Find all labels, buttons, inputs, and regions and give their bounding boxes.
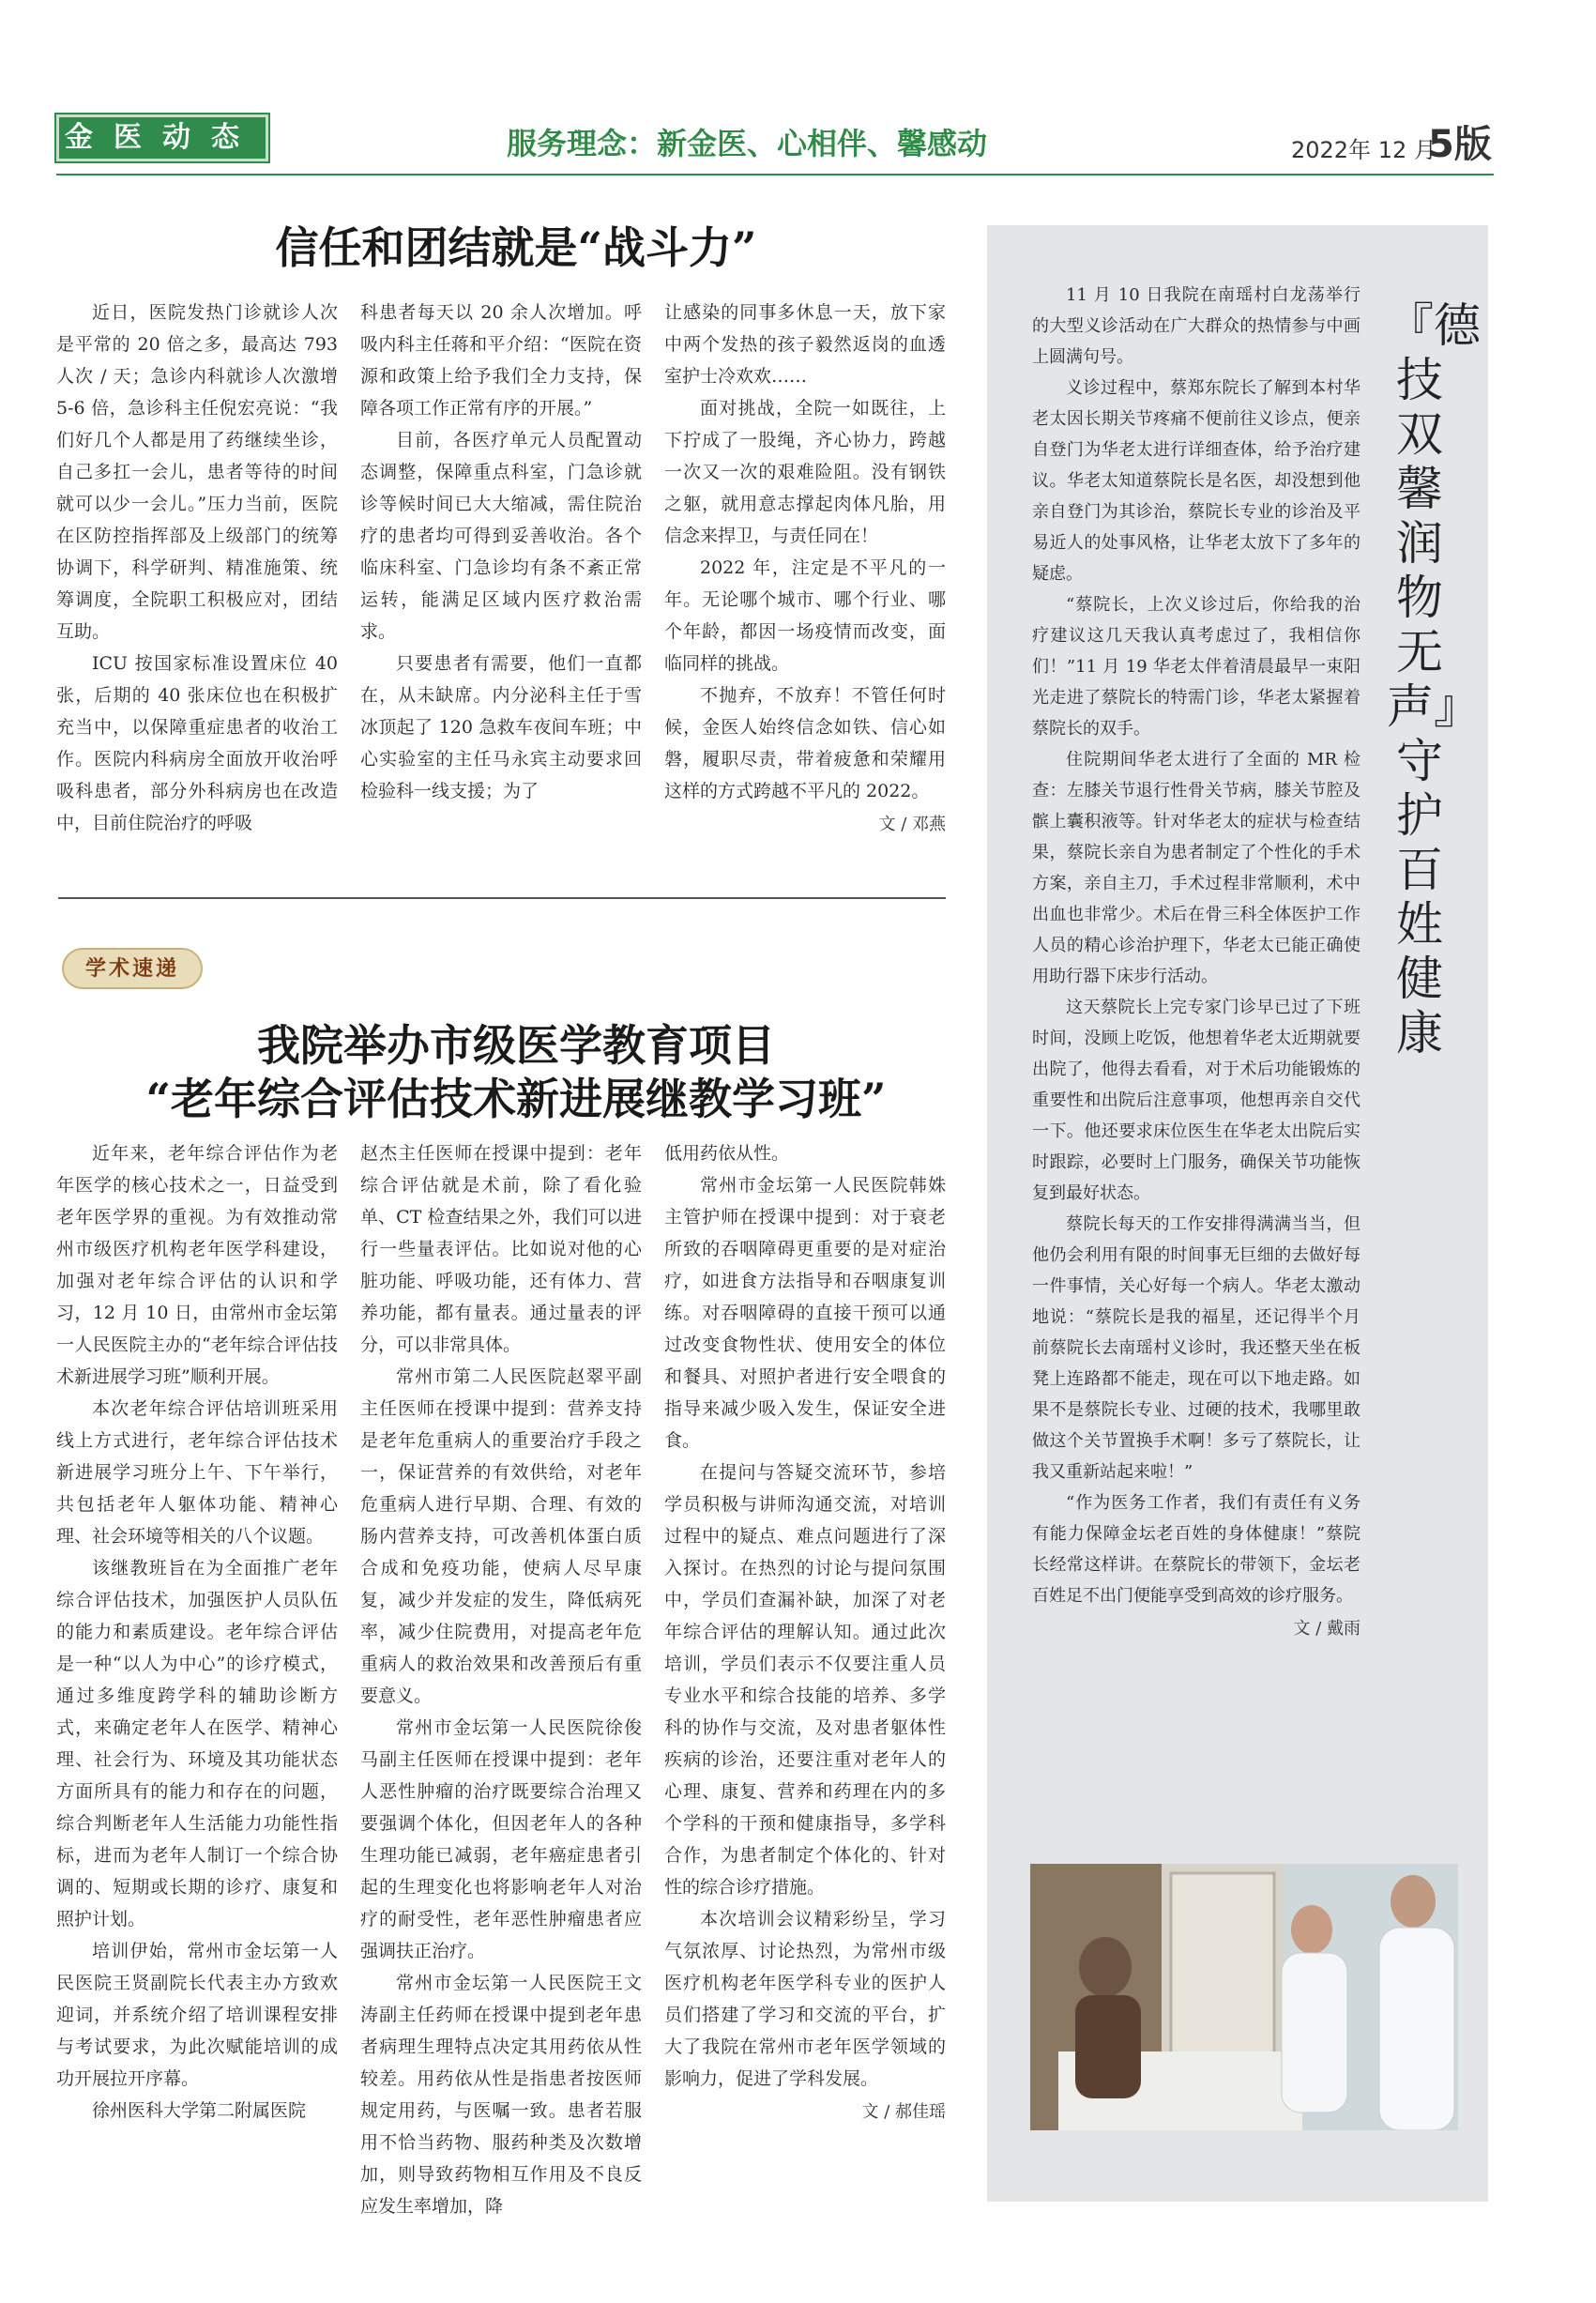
paragraph: 面对挑战，全院一如既往，上下拧成了一股绳，齐心协力，跨越一次又一次的艰难险阻。没有钢铁之躯，就用意志撑起肉体凡胎，用信念来捍卫，与责任同在！ (664, 398, 946, 546)
hospital-visit-photo (1030, 1864, 1458, 2130)
paragraph: 近年来，老年综合评估作为老年医学的核心技术之一，日益受到老年医学界的重视。为有效推动常州市级医疗机构老年医学科建设，加强对老年综合评估的认识和学习，12 月 10 日，由常州市金坛第一人民医院主办的“老年综合评估技术新进展学习班”顺利开展。 (56, 1143, 338, 1387)
header-divider (56, 174, 1494, 175)
paragraph: 该继教班旨在为全面推广老年综合评估技术，加强医护人员队伍的能力和素质建设。老年综合评估是一种“以人为中心”的诊疗模式，通过多维度跨学科的辅助诊断方式，来确定老年人在医学、精神心理、社会行为、环境及其功能状态方面所具有的能力和存在的问题，综合判断老年人生活能力功能性指标，进而为老年人制订一个综合协调的、短期或长期的诊疗、康复和照护计划。 (56, 1558, 338, 1929)
paragraph: 培训伊始，常州市金坛第一人民医院王贤副院长代表主办方致欢迎词，并系统介绍了培训课程安排与考试要求，为此次赋能培训的成功开展拉开序幕。 (56, 1941, 338, 2089)
paragraph: “作为医务工作者，我们有责任有义务有能力保障金坛老百姓的身体健康！”蔡院长经常这样讲。在蔡院长的带领下，金坛老百姓足不出门便能享受到高效的诊疗服务。 (1032, 1493, 1360, 1606)
article1-byline: 文 / 邓燕 (878, 815, 946, 834)
article1-column-3 (664, 297, 946, 841)
paragraph: 让感染的同事多休息一天，放下家中两个发热的孩子毅然返岗的血透室护士冷欢欢…… (664, 302, 946, 387)
paragraph: 住院期间华老太进行了全面的 MR 检查：左膝关节退行性骨关节病，膝关节腔及髌上囊积液等。针对华老太的症状与检查结果，蔡院长亲自为患者制定了个性化的手术方案，亲自主刀，手术过程非常顺利，术中出血也非常少。术后在骨三科全体医护工作人员的精心诊治护理下，华老太已能正确使用助行器下床步行活动。 (1032, 750, 1360, 986)
paragraph: 11 月 10 日我院在南瑶村白龙荡举行的大型义诊活动在广大群众的热情参与中画上圆满句号。 (1032, 285, 1360, 367)
section-tag: 学术速递 (62, 948, 203, 989)
header-slogan: 服务理念：新金医、心相伴、馨感动 (507, 126, 988, 161)
paragraph: 2022 年，注定是不平凡的一年。无论哪个城市、哪个行业、哪个年龄，都因一场疫情而改变，面临同样的挑战。 (664, 557, 946, 674)
paragraph: 常州市金坛第一人民医院徐俊马副主任医师在授课中提到：老年人恶性肿瘤的治疗既要综合治理又要强调个体化，但因老年人的各种生理功能已减弱，老年癌症患者引起的生理变化也将影响老年人对治疗的耐受性，老年恶性肿瘤患者应强调扶正治疗。 (360, 1717, 642, 1961)
paragraph: 低用药依从性。 (664, 1143, 790, 1164)
paragraph: 近日，医院发热门诊就诊人次是平常的 20 倍之多，最高达 793 人次 / 天；急诊内科就诊人次激增 5-6 倍，急诊科主任倪宏亮说：“我们好几个人都是用了药继续坐诊，自己多扛一会儿，患者等待的时间就可以少一会儿。”压力当前，医院在区防控指挥部及上级部门的统筹协调下，科学研判、精准施策、统筹调度，全院职工积极应对，团结互助。 (56, 302, 338, 642)
article2-column-2 (360, 1137, 642, 2222)
article2-title-line2: “老年综合评估技术新进展继教学习班” (145, 1074, 887, 1124)
paragraph: 常州市金坛第一人民医院韩姝主管护师在授课中提到：对于衰老所致的吞咽障碍更重要的是对症治疗，如进食方法指导和吞咽康复训练。对吞咽障碍的直接干预可以通过改变食物性状、使用安全的体位和餐具、对照护者进行安全喂食的指导来减少吸入发生，保证安全进食。 (664, 1175, 946, 1451)
page-number: 5版 (1428, 123, 1492, 166)
sidebar-article (1032, 280, 1360, 1644)
paragraph: 不抛弃，不放弃！不管任何时候，金医人始终信念如铁、信心如磐，履职尽责，带着疲惫和荣耀用这样的方式跨越不平凡的 2022。 (664, 685, 946, 801)
paragraph: 义诊过程中，蔡郑东院长了解到本村华老太因长期关节疼痛不便前往义诊点，便亲自登门为华老太进行详细查体，给予治疗建议。华老太知道蔡院长是名医，却没想到他亲自登门为其诊治，蔡院长专业的诊治及平易近人的处事风格，让华老太放下了多年的疑虑。 (1032, 378, 1360, 584)
paragraph: 目前，各医疗单元人员配置动态调整，保障重点科室，门急诊就诊等候时间已大大缩减，需住院治疗的患者均可得到妥善收治。各个临床科室、门急诊均有条不紊正常运转，能满足区域内医疗救治需求。 (360, 430, 642, 642)
issue-date: 2022年 12 月 (1291, 137, 1436, 163)
paragraph: 赵杰主任医师在授课中提到：老年综合评估就是术前，除了看化验单、CT 检查结果之外，我们可以进行一些量表评估。比如说对他的心脏功能、呼吸功能，还有体力、营养功能，都有量表。通过量表的评分，可以非常具体。 (360, 1143, 642, 1355)
article2-column-3 (664, 1137, 946, 2128)
sidebar-byline: 文 / 戴雨 (1293, 1619, 1360, 1639)
paragraph: 蔡院长每天的工作安排得满满当当，但他仍会利用有限的时间事无巨细的去做好每一件事情，关心好每一个病人。华老太激动地说：“蔡院长是我的福星，还记得半个月前蔡院长去南瑶村义诊时，我还整天坐在板凳上连路都不能走，现在可以下地走路。如果不是蔡院长专业、过硬的技术，我哪里敢做这个关节置换手术啊！多亏了蔡院长，让我又重新站起来啦！” (1032, 1214, 1360, 1482)
paragraph: 本次老年综合评估培训班采用线上方式进行，老年综合评估技术新进展学习班分上午、下午举行，共包括老年人躯体功能、精神心理、社会环境等相关的八个议题。 (56, 1398, 338, 1547)
paragraph: 徐州医科大学第二附属医院 (92, 2100, 307, 2121)
paragraph: 本次培训会议精彩纷呈，学习气氛浓厚、讨论热烈，为常州市级医疗机构老年医学科专业的医护人员们搭建了学习和交流的平台，扩大了我院在常州市老年医学领域的影响力，促进了学科发展。 (664, 1909, 946, 2089)
paragraph: 这天蔡院长上完专家门诊早已过了下班时间，没顾上吃饭，他想着华老太近期就要出院了，他得去看看，对于术后功能锻炼的重要性和出院后注意事项，他想再亲自交代一下。他还要求床位医生在华老太出院后实时跟踪，必要时上门服务，确保关节功能恢复到最好状态。 (1032, 998, 1360, 1203)
paragraph: 常州市第二人民医院赵翠平副主任医师在授课中提到：营养支持是老年危重病人的重要治疗手段之一，保证营养的有效供给，对老年危重病人进行早期、合理、有效的肠内营养支持，可改善机体蛋白质合成和免疫功能，使病人尽早康复，减少并发症的发生，降低病死率，减少住院费用，对提高老年危重病人的救治效果和改善预后有重要意义。 (360, 1366, 642, 1706)
paragraph: 在提问与答疑交流环节，参培学员积极与讲师沟通交流，对培训过程中的疑点、难点问题进行了深入探讨。在热烈的讨论与提问氛围中，学员们查漏补缺，加深了对老年综合评估的理解认知。通过此次培训，学员们表示不仅要注重人员专业水平和综合技能的培养、多学科的协作与交流，及对患者躯体性疾病的诊治，还要注重对老年人的心理、康复、营养和药理在内的多个学科的干预和健康指导，多学科合作，为患者制定个体化的、针对性的综合诊疗措施。 (664, 1462, 946, 1898)
section-badge: 金医动态 (56, 114, 268, 161)
paragraph: ICU 按国家标准设置床位 40 张，后期的 40 张床位也在积极扩充当中，以保障重症患者的收治工作。医院内科病房全面放开收治呼吸科患者，部分外科病房也在改造中，目前住院治疗的呼吸 (56, 653, 338, 833)
paragraph: 只要患者有需要，他们一直都在，从未缺席。内分泌科主任于雪冰顶起了 120 急救车夜间车班；中心实验室的主任马永宾主动要求回检验科一线支援；为了 (360, 653, 642, 801)
article1-title: 信任和团结就是“战斗力” (275, 222, 757, 273)
article-divider (58, 897, 946, 899)
paragraph: “蔡院长，上次义诊过后，你给我的治疗建议这几天我认真考虑过了，我相信你们！”11 月 19 华老太伴着清晨最早一束阳光走进了蔡院长的特需门诊，华老太紧握着蔡院长的双手。 (1032, 595, 1360, 739)
paragraph: 常州市金坛第一人民医院王文涛副主任药师在授课中提到老年患者病理生理特点决定其用药依从性较差。用药依从性是指患者按医师规定用药，与医嘱一致。患者若服用不恰当药物、服药种类及次数增加，则导致药物相互作用及不良反应发生率增加，降 (360, 1973, 642, 2217)
paragraph: 科患者每天以 20 余人次增加。呼吸内科主任蒋和平介绍：“医院在资源和政策上给予我们全力支持，保障各项工作正常有序的开展。” (360, 302, 642, 419)
article2-title-line1: 我院举办市级医学教育项目 (257, 1020, 775, 1071)
sidebar-title: 『德技双馨 润物无声』守护百姓健康 (1387, 298, 1481, 1060)
article2-column-1 (56, 1137, 338, 2127)
article1-column-1 (56, 297, 338, 839)
article2-byline: 文 / 郝佳瑶 (861, 2102, 946, 2122)
photo-illustration (1030, 1864, 1458, 2130)
article1-column-2 (360, 297, 642, 807)
